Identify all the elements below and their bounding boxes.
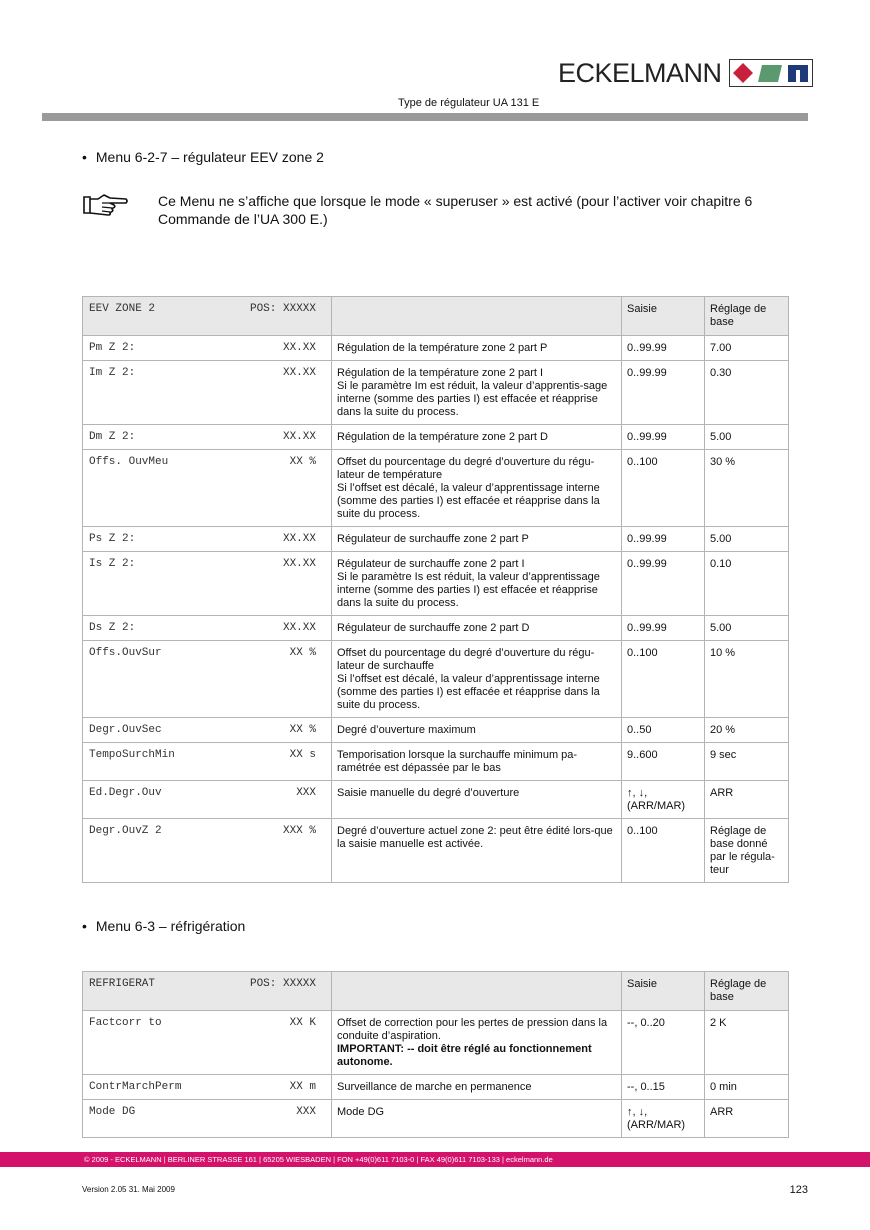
- table-row: [83, 552, 789, 616]
- param-reglage: 30 %: [705, 450, 789, 527]
- header-saisie-cell: Saisie: [622, 297, 705, 336]
- param-desc: Mode DG: [332, 1100, 622, 1138]
- param-value: XX m: [289, 1081, 316, 1093]
- bullet-marker: •: [82, 149, 87, 165]
- page-number: 123: [789, 1184, 808, 1196]
- desc-line: Si le paramètre Is est réduit, la valeur d’apprentissage interne (somme des parties I) est effacée et réapprise dans la suite du process.: [337, 571, 600, 609]
- param-saisie: --, 0..15: [622, 1075, 705, 1100]
- brand-name: ECKELMANN: [558, 57, 722, 88]
- table-row: [83, 641, 789, 718]
- logo-squares-icon: [729, 59, 813, 87]
- param-reglage: Réglage de base donné par le régula-teur: [705, 819, 789, 883]
- param-desc: Saisie manuelle du degré d’ouverture: [332, 781, 622, 819]
- param-name: Pm Z 2:: [89, 342, 136, 354]
- param-saisie: 0..99.99: [622, 425, 705, 450]
- desc-line: Offset de correction pour les pertes de pression dans la conduite d’aspiration.: [337, 1017, 608, 1042]
- header-name-cell: [83, 972, 332, 1011]
- param-desc: Surveillance de marche en permanence: [332, 1075, 622, 1100]
- param-name: Dm Z 2:: [89, 431, 136, 443]
- param-saisie: 0..100: [622, 819, 705, 883]
- table-row: [83, 743, 789, 781]
- param-name: Ps Z 2:: [89, 533, 136, 545]
- param-reglage: 0.10: [705, 552, 789, 616]
- desc-line: Si le paramètre Im est réduit, la valeur d’apprentis-sage interne (somme des parties I) est effacée et réapprise dans la suite du process.: [337, 380, 608, 418]
- param-name: Degr.OuvZ 2: [89, 825, 162, 837]
- param-value: XX %: [289, 724, 316, 736]
- param-reglage: 9 sec: [705, 743, 789, 781]
- desc-line: Offset du pourcentage du degré d’ouverture du régu-lateur de surchauffe: [337, 647, 595, 672]
- param-saisie: 0..100: [622, 641, 705, 718]
- table-row: [83, 718, 789, 743]
- param-name: Offs. OuvMeu: [89, 456, 169, 468]
- eckelmann-logo: [558, 57, 813, 89]
- param-reglage: 20 %: [705, 718, 789, 743]
- param-name: ContrMarchPerm: [89, 1081, 182, 1093]
- menu-name: EEV ZONE 2: [89, 303, 156, 315]
- pointing-hand-icon: [82, 193, 128, 222]
- param-name: Im Z 2:: [89, 367, 136, 379]
- param-desc: Régulateur de surchauffe zone 2 part P: [332, 527, 622, 552]
- param-name: Ed.Degr.Ouv: [89, 787, 162, 799]
- footer-company-line: © 2009 - ECKELMANN | BERLINER STRASSE 161 | 65205 WIESBADEN | FON +49(0)611 7103-0 | FAX 49(0)611 7103-133 | eckelmann.de: [84, 1155, 553, 1164]
- param-saisie: ↑, ↓, (ARR/MAR): [622, 1100, 705, 1138]
- desc-line: Régulateur de surchauffe zone 2 part I: [337, 558, 525, 570]
- param-name: Factcorr to: [89, 1017, 162, 1029]
- param-name: TempoSurchMin: [89, 749, 175, 761]
- param-desc: [332, 361, 622, 425]
- param-saisie: 0..99.99: [622, 552, 705, 616]
- refrigerat-table: [82, 971, 789, 1138]
- param-value: XX.XX: [282, 367, 316, 379]
- important-note: IMPORTANT: -- doit être réglé au fonctionnement autonome.: [337, 1043, 592, 1068]
- param-saisie: ↑, ↓, (ARR/MAR): [622, 781, 705, 819]
- param-desc: [332, 450, 622, 527]
- bullet-marker: •: [82, 918, 87, 934]
- section1-title: Menu 6-2-7 – régulateur EEV zone 2: [95, 149, 324, 165]
- param-value: XX s: [289, 749, 316, 761]
- param-value: XX.XX: [282, 431, 316, 443]
- table-row: [83, 819, 789, 883]
- param-saisie: 0..50: [622, 718, 705, 743]
- footer-bar: [0, 1152, 870, 1167]
- param-saisie: 0..99.99: [622, 361, 705, 425]
- param-reglage: 5.00: [705, 527, 789, 552]
- section2-title: Menu 6-3 – réfrigération: [95, 918, 246, 934]
- header-reglage-cell: Réglage de base: [705, 972, 789, 1011]
- param-desc: [332, 552, 622, 616]
- table-row: [83, 1075, 789, 1100]
- header-name-cell: [83, 297, 332, 336]
- param-saisie: 9..600: [622, 743, 705, 781]
- param-saisie: 0..99.99: [622, 336, 705, 361]
- menu-pos: POS: XXXXX: [249, 303, 316, 315]
- param-value: XX.XX: [282, 558, 316, 570]
- param-name: Is Z 2:: [89, 558, 136, 570]
- menu-name: REFRIGERAT: [89, 978, 156, 990]
- superuser-note: Ce Menu ne s’affiche que lorsque le mode « superuser » est activé (pour l’activer voir chapitre 6 Commande de l’UA 300 E.): [158, 193, 753, 227]
- table-row: [83, 336, 789, 361]
- param-desc: Degré d’ouverture actuel zone 2: peut être édité lors-que la saisie manuelle est activée.: [332, 819, 622, 883]
- table-row: [83, 425, 789, 450]
- table-row: [83, 361, 789, 425]
- param-reglage: 5.00: [705, 616, 789, 641]
- param-reglage: 7.00: [705, 336, 789, 361]
- eev-zone2-table: [82, 296, 789, 883]
- param-desc: Régulation de la température zone 2 part D: [332, 425, 622, 450]
- header-divider: [42, 113, 808, 121]
- version-info: Version 2.05 31. Mai 2009: [82, 1185, 175, 1194]
- param-saisie: 0..100: [622, 450, 705, 527]
- param-desc: Régulation de la température zone 2 part P: [332, 336, 622, 361]
- param-name: Ds Z 2:: [89, 622, 136, 634]
- param-reglage: 0.30: [705, 361, 789, 425]
- param-desc: Degré d’ouverture maximum: [332, 718, 622, 743]
- param-value: XX.XX: [282, 533, 316, 545]
- param-desc: [332, 641, 622, 718]
- section1-heading: [82, 149, 324, 165]
- table-header-row: [83, 972, 789, 1011]
- param-reglage: ARR: [705, 781, 789, 819]
- table-row: [83, 781, 789, 819]
- section2-heading: [82, 918, 245, 934]
- param-saisie: 0..99.99: [622, 616, 705, 641]
- table-row: [83, 527, 789, 552]
- param-saisie: 0..99.99: [622, 527, 705, 552]
- desc-line: Régulation de la température zone 2 part I: [337, 367, 544, 379]
- param-name: Offs.OuvSur: [89, 647, 162, 659]
- param-name: Mode DG: [89, 1106, 136, 1118]
- param-value: XXX: [296, 1106, 316, 1118]
- param-desc: [332, 1011, 622, 1075]
- header-desc-cell: [332, 972, 622, 1011]
- param-value: XXX: [296, 787, 316, 799]
- doc-type: Type de régulateur UA 131 E: [398, 97, 540, 109]
- table-row: [83, 1011, 789, 1075]
- header-desc-cell: [332, 297, 622, 336]
- param-reglage: 5.00: [705, 425, 789, 450]
- param-desc: Temporisation lorsque la surchauffe minimum pa-ramétrée est dépassée par le bas: [332, 743, 622, 781]
- param-value: XX.XX: [282, 342, 316, 354]
- menu-pos: POS: XXXXX: [249, 978, 316, 990]
- param-reglage: ARR: [705, 1100, 789, 1138]
- param-value: XX K: [289, 1017, 316, 1029]
- param-value: XX %: [289, 456, 316, 468]
- param-saisie: --, 0..20: [622, 1011, 705, 1075]
- param-value: XX.XX: [282, 622, 316, 634]
- param-reglage: 0 min: [705, 1075, 789, 1100]
- header-reglage-cell: Réglage de base: [705, 297, 789, 336]
- param-name: Degr.OuvSec: [89, 724, 162, 736]
- param-desc: Régulateur de surchauffe zone 2 part D: [332, 616, 622, 641]
- table-row: [83, 1100, 789, 1138]
- param-reglage: 10 %: [705, 641, 789, 718]
- table-row: [83, 616, 789, 641]
- desc-line: Offset du pourcentage du degré d’ouverture du régu-lateur de température: [337, 456, 595, 481]
- param-value: XXX %: [282, 825, 316, 837]
- table-header-row: [83, 297, 789, 336]
- desc-line: Si l’offset est décalé, la valeur d’apprentissage interne (somme des parties I) est effacée et réapprise dans la suite du process.: [337, 673, 600, 711]
- header-saisie-cell: Saisie: [622, 972, 705, 1011]
- param-reglage: 2 K: [705, 1011, 789, 1075]
- desc-line: Si l’offset est décalé, la valeur d’apprentissage interne (somme des parties I) est effacée et réapprise dans la suite du process.: [337, 482, 600, 520]
- table-row: [83, 450, 789, 527]
- param-value: XX %: [289, 647, 316, 659]
